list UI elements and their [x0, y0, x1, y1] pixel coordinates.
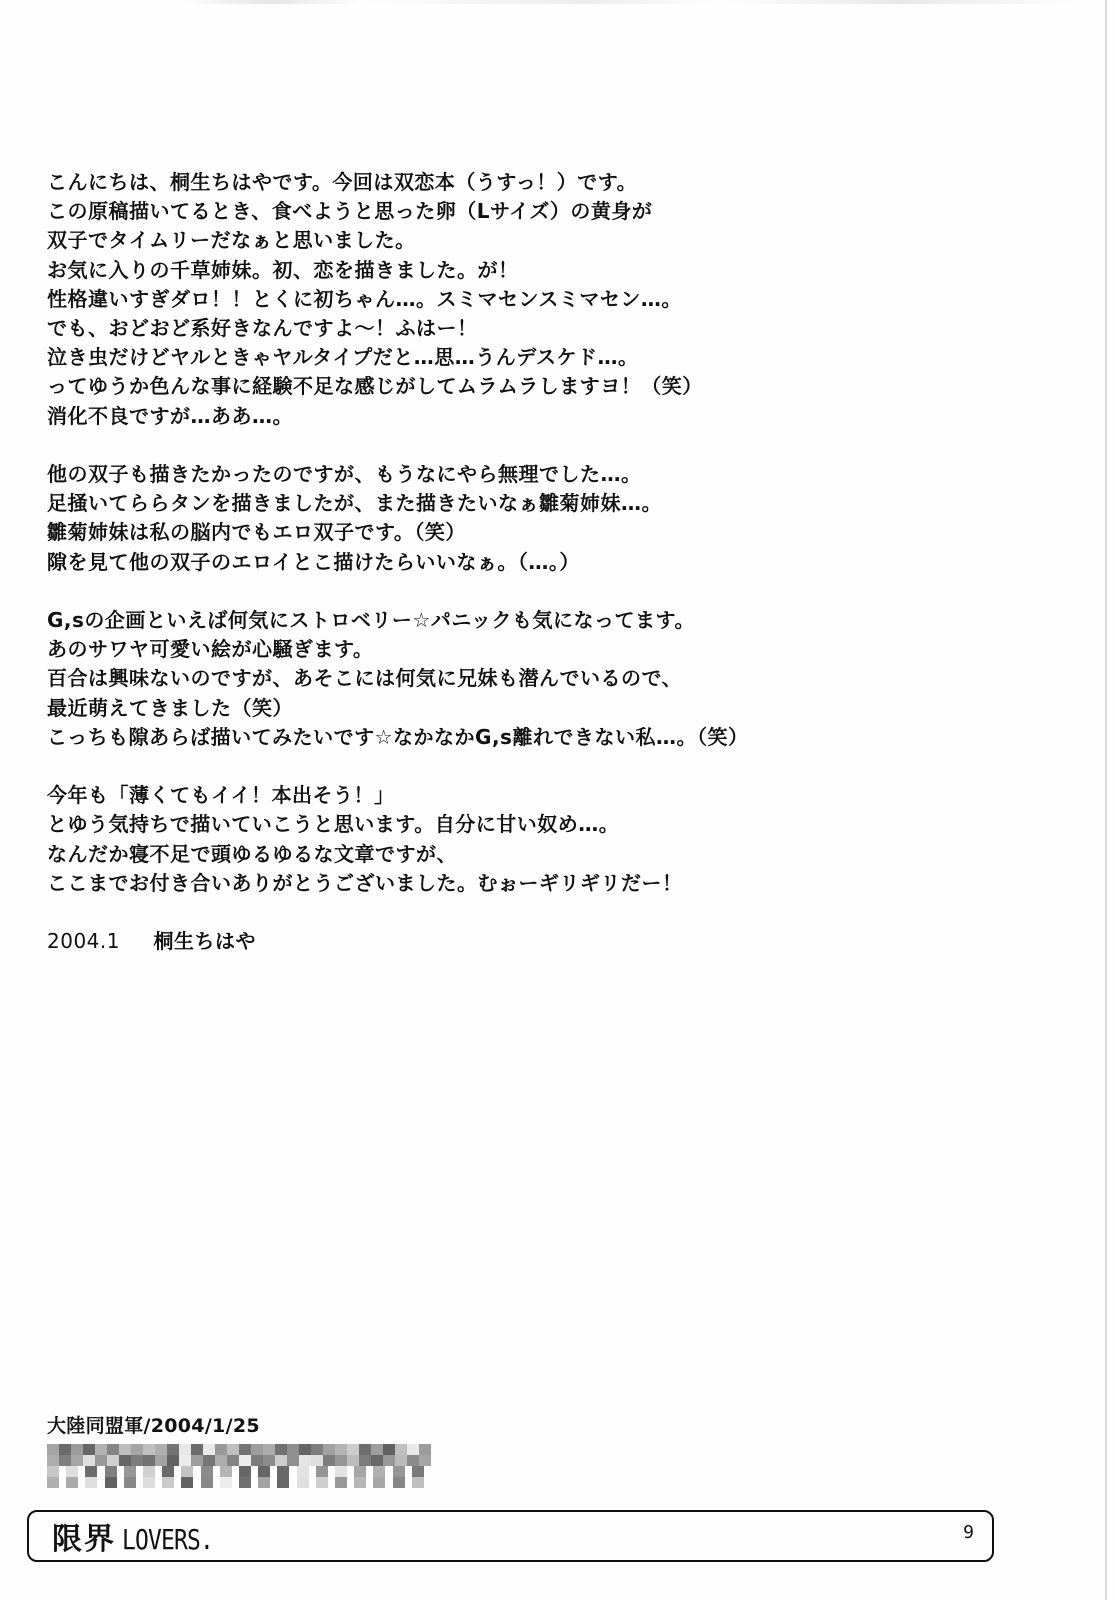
mosaic-cell [66, 1477, 78, 1488]
mosaic-cell [359, 1455, 371, 1466]
mosaic-cell [191, 1455, 203, 1466]
mosaic-cell [407, 1455, 419, 1466]
mosaic-cell [347, 1444, 359, 1455]
mosaic-cell [311, 1455, 323, 1466]
mosaic-cell [66, 1466, 78, 1477]
mosaic-cell [347, 1455, 359, 1466]
colophon-title: 大陸同盟軍/2004/1/25 [47, 1415, 260, 1437]
mosaic-cell [47, 1444, 59, 1455]
mosaic-cell [227, 1444, 239, 1455]
mosaic-cell [239, 1455, 251, 1466]
mosaic-cell [71, 1455, 83, 1466]
mosaic-cell [299, 1444, 311, 1455]
text-line: こっちも隙あらば描いてみたいです☆なかなかG,s離れできない私…。（笑） [47, 724, 749, 749]
mosaic-cell [371, 1444, 383, 1455]
mosaic-cell [215, 1444, 227, 1455]
text-line: 最近萌えてきました（笑） [47, 695, 293, 720]
mosaic-cell [263, 1455, 275, 1466]
mosaic-cell [220, 1466, 232, 1477]
mosaic-cell [47, 1477, 59, 1488]
text-line: 雛菊姉妹は私の脳内でもエロ双子です。（笑） [47, 520, 466, 545]
mosaic-cell [143, 1466, 155, 1477]
mosaic-cell [311, 1444, 323, 1455]
mosaic-cell [95, 1444, 107, 1455]
text-line: 双子でタイムリーだなぁと思いました。 [47, 228, 416, 253]
paragraph-2 [47, 460, 1047, 577]
mosaic-cell [258, 1466, 270, 1477]
mosaic-cell [47, 1455, 59, 1466]
mosaic-cell [412, 1477, 424, 1488]
mosaic-cell [251, 1455, 263, 1466]
mosaic-cell [181, 1477, 193, 1488]
mosaic-cell [155, 1455, 167, 1466]
mosaic-cell [107, 1444, 119, 1455]
mosaic-cell [83, 1444, 95, 1455]
mosaic-cell [383, 1455, 395, 1466]
logo-kanji: 限界 [52, 1522, 116, 1557]
pixelated-redaction [47, 1466, 431, 1488]
mosaic-cell [95, 1455, 107, 1466]
text-line: こんにちは、桐生ちはやです。今回は双恋本（うすっ！）です。 [47, 170, 638, 194]
afterword-text [47, 168, 1047, 956]
mosaic-cell [335, 1466, 347, 1477]
logo-latin: LOVERS. [122, 1523, 214, 1556]
mosaic-cell [201, 1466, 213, 1477]
text-line: あのサワヤ可愛い絵が心騒ぎます。 [47, 637, 374, 662]
mosaic-cell [85, 1466, 97, 1477]
scan-artifact [180, 0, 1080, 4]
mosaic-cell [131, 1444, 143, 1455]
text-line: G,sの企画といえば何気にストロベリー☆パニックも気になってます。 [47, 608, 695, 633]
mosaic-cell [220, 1477, 232, 1488]
colophon [47, 1411, 431, 1488]
signature-name: 桐生ちはや [153, 929, 256, 954]
mosaic-cell [277, 1477, 289, 1488]
mosaic-cell [393, 1477, 405, 1488]
mosaic-cell [203, 1455, 215, 1466]
mosaic-cell [239, 1477, 251, 1488]
mosaic-cell [251, 1444, 263, 1455]
mosaic-cell [239, 1466, 251, 1477]
mosaic-cell [412, 1466, 424, 1477]
mosaic-cell [105, 1477, 117, 1488]
series-logo [52, 1523, 233, 1557]
mosaic-cell [395, 1444, 407, 1455]
mosaic-cell [179, 1455, 191, 1466]
mosaic-cell [59, 1455, 71, 1466]
text-line: 消化不良ですが…ああ…。 [47, 403, 293, 428]
mosaic-cell [287, 1455, 299, 1466]
mosaic-cell [297, 1477, 309, 1488]
mosaic-cell [162, 1477, 174, 1488]
mosaic-cell [297, 1466, 309, 1477]
text-line: なんだか寝不足で頭ゆるゆるな文章ですが、 [47, 841, 457, 866]
mosaic-cell [155, 1444, 167, 1455]
text-line: 隙を見て他の双子のエロイとこ描けたらいいなぁ。（…。） [47, 549, 580, 574]
mosaic-cell [335, 1444, 347, 1455]
text-line: ってゆうか色んな事に経験不足な感じがしてムラムラしますヨ！（笑） [47, 374, 703, 399]
text-line: ここまでお付き合いありがとうございました。むぉーギリギリだー！ [47, 870, 683, 895]
mosaic-cell [143, 1455, 155, 1466]
mosaic-cell [143, 1477, 155, 1488]
mosaic-cell [263, 1444, 275, 1455]
text-line: でも、おどおど系好きなんですよ～！ふはー！ [47, 316, 478, 341]
mosaic-cell [131, 1455, 143, 1466]
mosaic-cell [316, 1477, 328, 1488]
mosaic-cell [191, 1444, 203, 1455]
mosaic-cell [181, 1466, 193, 1477]
mosaic-cell [119, 1444, 131, 1455]
paragraph-3 [47, 606, 1047, 752]
page-edge [1105, 0, 1107, 1600]
mosaic-cell [335, 1455, 347, 1466]
mosaic-cell [419, 1455, 431, 1466]
mosaic-cell [299, 1455, 311, 1466]
signature [47, 927, 1047, 956]
mosaic-cell [395, 1455, 407, 1466]
mosaic-cell [277, 1466, 289, 1477]
text-line: 性格違いすぎダロ！！とくに初ちゃん…。スミマセンスミマセン…。 [47, 286, 682, 311]
mosaic-cell [316, 1466, 328, 1477]
mosaic-cell [383, 1444, 395, 1455]
text-line: 泣き虫だけどヤルときゃヤルタイプだと…思…うんデスケド…。 [47, 345, 639, 370]
mosaic-cell [83, 1455, 95, 1466]
text-line: 今年も「薄くてもイイ！本出そう！」 [47, 783, 395, 808]
mosaic-cell [179, 1444, 191, 1455]
mosaic-cell [419, 1444, 431, 1455]
text-line: この原稿描いてるとき、食べようと思った卵（Lサイズ）の黄身が [47, 199, 653, 224]
paragraph-4 [47, 781, 1047, 898]
mosaic-cell [373, 1466, 385, 1477]
mosaic-cell [85, 1477, 97, 1488]
mosaic-cell [275, 1444, 287, 1455]
paragraph-1 [47, 168, 1047, 431]
text-line: 足掻いてららタンを描きましたが、また描きたいなぁ雛菊姉妹…。 [47, 491, 662, 516]
mosaic-cell [201, 1477, 213, 1488]
mosaic-cell [124, 1466, 136, 1477]
mosaic-cell [227, 1455, 239, 1466]
mosaic-cell [162, 1466, 174, 1477]
mosaic-cell [59, 1444, 71, 1455]
mosaic-cell [203, 1444, 215, 1455]
text-line: お気に入りの千草姉妹。初、恋を描きました。が！ [47, 257, 519, 282]
mosaic-cell [393, 1466, 405, 1477]
mosaic-cell [323, 1444, 335, 1455]
mosaic-cell [215, 1455, 227, 1466]
text-line: 百合は興味ないのですが、あそこには何気に兄妹も潜んでいるので、 [47, 666, 683, 691]
mosaic-cell [373, 1477, 385, 1488]
page-number: 9 [963, 1522, 974, 1543]
mosaic-cell [143, 1444, 155, 1455]
mosaic-cell [335, 1477, 347, 1488]
mosaic-cell [354, 1466, 366, 1477]
mosaic-cell [323, 1455, 335, 1466]
mosaic-cell [124, 1477, 136, 1488]
mosaic-cell [258, 1477, 270, 1488]
text-line: 他の双子も描きたかったのですが、もうなにやら無理でした…。 [47, 462, 642, 487]
mosaic-cell [71, 1444, 83, 1455]
mosaic-cell [167, 1444, 179, 1455]
signature-date: 2004.1 [47, 929, 120, 954]
mosaic-cell [354, 1477, 366, 1488]
mosaic-cell [275, 1455, 287, 1466]
text-line: とゆう気持ちで描いていこうと思います。自分に甘い奴め…。 [47, 812, 620, 837]
mosaic-cell [107, 1455, 119, 1466]
mosaic-cell [119, 1455, 131, 1466]
footer-banner [27, 1510, 994, 1562]
mosaic-cell [105, 1466, 117, 1477]
mosaic-cell [287, 1444, 299, 1455]
mosaic-cell [47, 1466, 59, 1477]
mosaic-cell [371, 1455, 383, 1466]
mosaic-cell [239, 1444, 251, 1455]
mosaic-cell [359, 1444, 371, 1455]
mosaic-cell [167, 1455, 179, 1466]
mosaic-cell [407, 1444, 419, 1455]
pixelated-redaction [47, 1444, 431, 1466]
